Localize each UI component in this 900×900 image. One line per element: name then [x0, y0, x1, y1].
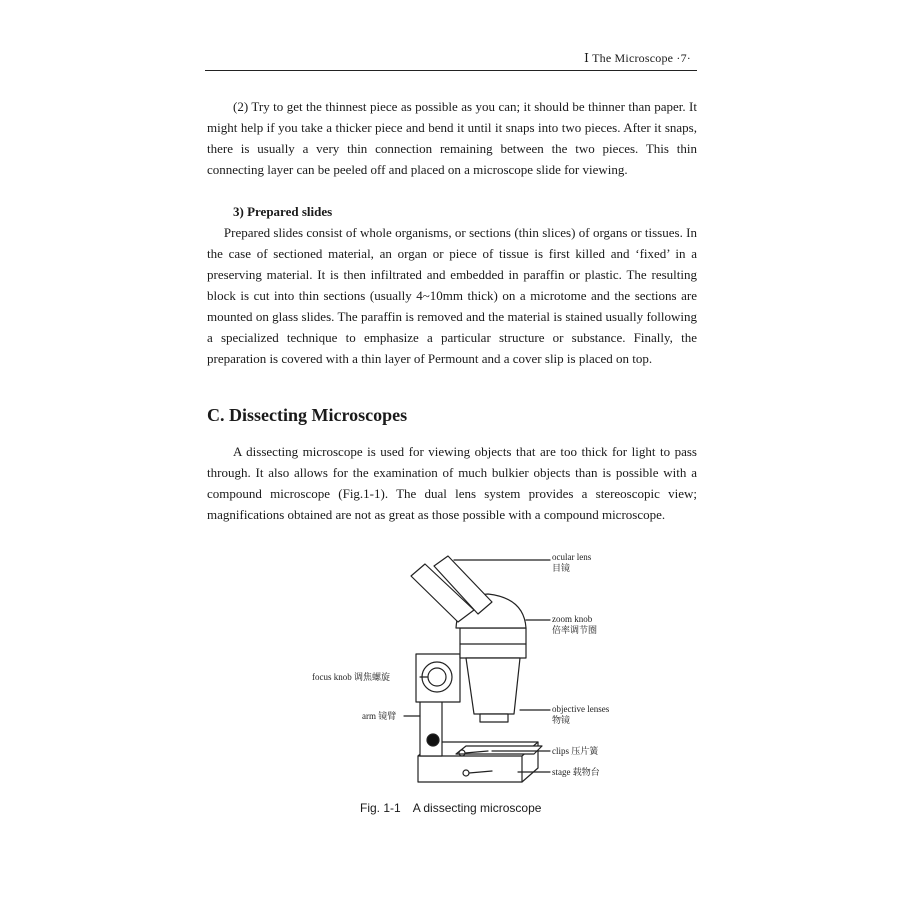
zoom-ring [460, 628, 526, 658]
label-objective-zh: 物镜 [552, 715, 571, 725]
running-header [205, 51, 697, 69]
figure-dissecting-microscope [306, 546, 626, 798]
caption-number: Fig. 1-1 [360, 801, 401, 815]
label-zoom-zh: 倍率调节圈 [552, 625, 598, 635]
paragraph-text: Prepared slides consist of whole organisms, or sections (thin slices) of organs or tissues. In the case of sectioned material, an organ or piece of tissue is first killed and ‘fixed’ in a preserving material. It is then infiltrated and embedded in paraffin or plastic. The resulting block is cut into thin sections (usually 4~10mm thick) on a microtome and the sections are mounted on glass slides. The paraffin is removed and the material is stained usually following a specialized technique to emphasize a particular structure or substance. Finally, the preparation is covered with a thin layer of Permount and a cover slip is placed on top. [207, 225, 697, 366]
label-ocular-zh: 目镜 [552, 563, 571, 573]
lamp-hole [427, 734, 439, 746]
paragraph-thin-piece [207, 96, 697, 180]
label-clips: clips 压片簧 [552, 746, 599, 756]
caption-text: A dissecting microscope [412, 801, 542, 815]
objective-tip [480, 714, 508, 722]
paragraph-text: A dissecting microscope is used for viewing objects that are too thick for light to pass through. It also allows for the examination of much bulkier objects than is possible with a compound microscope (Fig.1-1). The dual lens system provides a stereoscopic view; magnifications obtained are not as great as those possible with a compound microscope. [207, 444, 697, 522]
label-objective-en: objective lenses [552, 704, 610, 714]
paragraph-prepared-slides [207, 201, 697, 369]
label-ocular-en: ocular lens [552, 552, 592, 562]
label-focus-knob: focus knob 调焦螺旋 [312, 672, 390, 682]
label-zoom-knob [552, 614, 597, 636]
header-rule [205, 70, 697, 71]
section-title: C. Dissecting Microscopes [207, 405, 408, 425]
label-ocular-lens [552, 552, 591, 574]
label-objective-lenses [552, 704, 609, 726]
subheading-prepared-slides: 3) Prepared slides [233, 204, 333, 219]
label-stage: stage 载物台 [552, 767, 600, 777]
label-arm: arm 镜臂 [362, 711, 397, 721]
paragraph-text: (2) Try to get the thinnest piece as possible as you can; it should be thinner than paper. It might help if you take a thicker piece and bend it until it snaps into two pieces. After it snaps, there is usually a very thin connection remaining between the two pieces. This thin connecting layer can be peeled off and placed on a microscope slide for viewing. [207, 99, 697, 177]
label-zoom-en: zoom knob [552, 614, 593, 624]
paragraph-dissecting [207, 441, 697, 525]
figure-caption [360, 801, 553, 815]
header-text: Ⅰ The Microscope ·7· [584, 51, 691, 65]
objective-cone [466, 658, 520, 714]
arm-column [420, 698, 442, 756]
